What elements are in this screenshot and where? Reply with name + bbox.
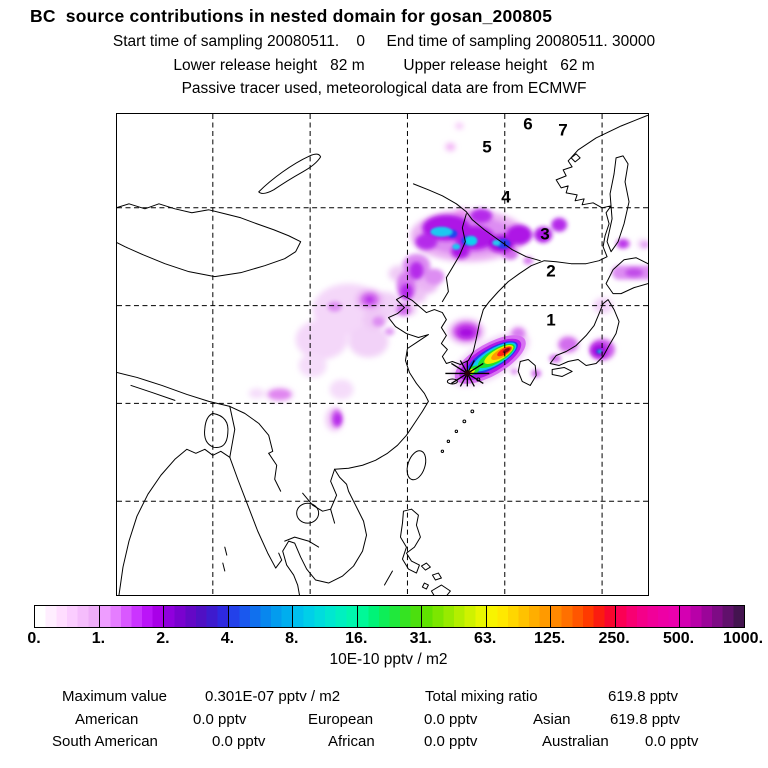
african-value: 0.0 pptv [424,733,478,750]
european-value: 0.0 pptv [424,711,478,728]
american-label: American [75,711,139,728]
colorbar-tick-16.: 16. [345,630,368,647]
colorbar-segment-10 [680,606,744,627]
receptor-label-1: 1 [546,310,556,330]
colorbar-tick-labels [0,630,768,650]
receptor-label-4: 4 [501,187,511,207]
colorbar-segment-2 [164,606,229,627]
colorbar [34,605,745,628]
colorbar-segment-9 [616,606,681,627]
colorbar-tick-8.: 8. [285,630,299,647]
colorbar-tick-4.: 4. [220,630,235,647]
south-american-value: 0.0 pptv [212,733,266,750]
australian-label: Australian [542,733,609,750]
colorbar-tick-63.: 63. [474,630,497,647]
colorbar-tick-2.: 2. [156,630,170,647]
colorbar-tick-250.: 250. [598,630,630,647]
colorbar-unit-label: 10E-10 pptv / m2 [329,651,448,668]
australian-value: 0.0 pptv [645,733,699,750]
south-american-label: South American [52,733,158,750]
receptor-label-6: 6 [523,114,533,134]
total-ratio-value: 619.8 pptv [608,688,679,705]
colorbar-segment-1 [100,606,165,627]
african-label: African [328,733,375,750]
max-value: 0.301E-07 pptv / m2 [205,688,341,705]
colorbar-segment-4 [293,606,358,627]
american-value: 0.0 pptv [193,711,247,728]
asian-label: Asian [533,711,571,728]
figure-title: BC source contributions in nested domain for gosan_200805 [30,6,553,26]
european-label: European [308,711,374,728]
asian-value: 619.8 pptv [610,711,681,728]
map-panel [116,113,649,596]
colorbar-tick-125.: 125. [534,630,566,647]
receptor-label-5: 5 [482,137,492,157]
receptor-label-2: 2 [546,261,556,281]
gosan-star-marker [445,360,489,386]
release-height-line: Lower release height 82 m Upper release height 62 m [173,57,595,74]
sampling-time-line: Start time of sampling 20080511. 0 End time of sampling 20080511. 30000 [112,33,656,50]
receptor-label-3: 3 [540,224,550,244]
colorbar-segment-6 [422,606,487,627]
total-ratio-label: Total mixing ratio [425,688,538,705]
colorbar-tick-0.: 0. [27,630,41,647]
colorbar-segment-0 [35,606,100,627]
coastlines [117,114,648,595]
colorbar-tick-1000.: 1000. [722,630,764,647]
colorbar-segment-3 [229,606,294,627]
colorbar-segment-7 [487,606,552,627]
colorbar-segment-8 [551,606,616,627]
plume-pale-layer [249,120,648,431]
colorbar-tick-31.: 31. [409,630,432,647]
colorbar-tick-1.: 1. [91,630,106,647]
map-canvas [117,114,648,595]
colorbar-tick-500.: 500. [662,630,695,647]
receptor-label-7: 7 [558,120,568,140]
tracer-info-line: Passive tracer used, meteorological data are from ECMWF [181,80,587,97]
max-value-label: Maximum value [62,688,168,705]
colorbar-segment-5 [358,606,423,627]
